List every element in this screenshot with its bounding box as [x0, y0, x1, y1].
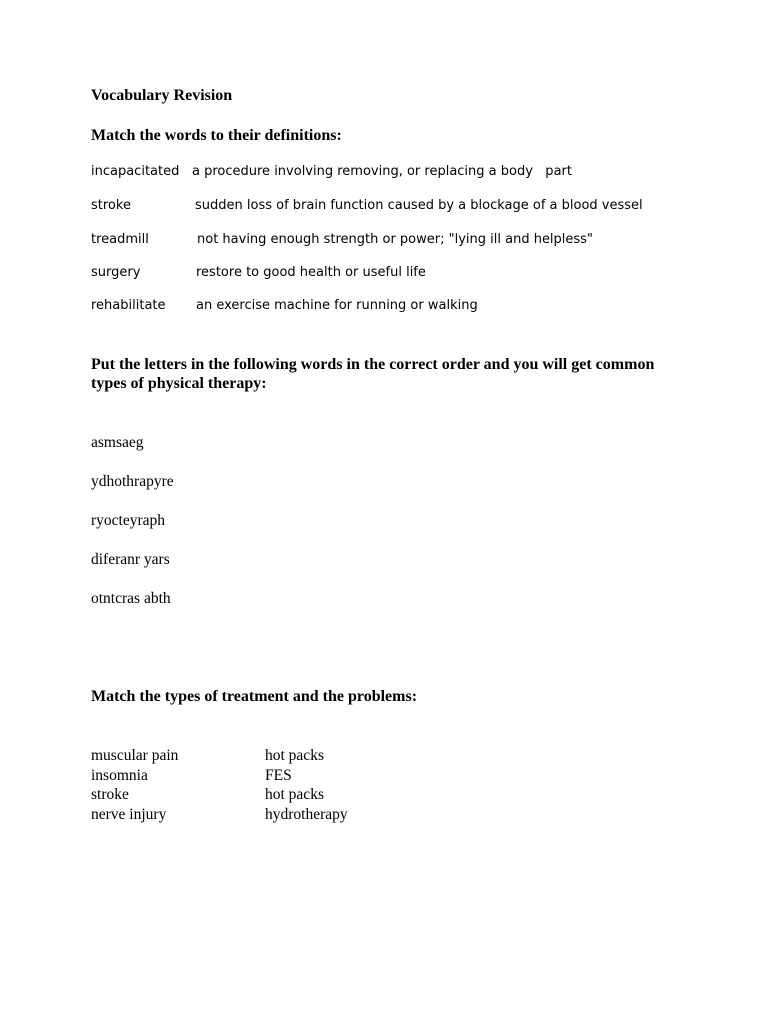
problem-label: stroke [91, 786, 129, 803]
problem-label: insomnia [91, 767, 148, 784]
vocab-definition: an exercise machine for running or walking [196, 298, 478, 313]
problem-label: nerve injury [91, 806, 167, 823]
scrambled-word: otntcras abth [91, 590, 171, 607]
section1-heading: Match the words to their definitions: [91, 127, 342, 144]
vocab-definition: restore to good health or useful life [196, 265, 426, 280]
scrambled-word: asmsaeg [91, 434, 144, 451]
document-title: Vocabulary Revision [91, 87, 233, 104]
vocab-definition: not having enough strength or power; "lying ill and helpless" [197, 232, 593, 247]
section3-heading: Match the types of treatment and the problems: [91, 688, 418, 705]
vocab-definition: a procedure involving removing, or replacing a body part [192, 164, 572, 179]
scrambled-word: ydhothrapyre [91, 473, 174, 490]
treatment-label: hot packs [265, 747, 324, 764]
treatment-label: hydrotherapy [265, 806, 348, 823]
vocab-word: surgery [91, 265, 141, 280]
vocab-word: treadmill [91, 232, 149, 247]
vocab-definition: sudden loss of brain function caused by a blockage of a blood vessel [195, 198, 643, 213]
vocab-word: rehabilitate [91, 298, 166, 313]
treatment-label: hot packs [265, 786, 324, 803]
problem-label: muscular pain [91, 747, 179, 764]
scrambled-word: diferanr yars [91, 551, 170, 568]
vocab-word: stroke [91, 198, 131, 213]
scrambled-word: ryocteyraph [91, 512, 166, 529]
vocab-word: incapacitated [91, 164, 180, 179]
section2-heading: Put the letters in the following words in the correct order and you will get common types of physical therapy: [91, 356, 655, 392]
treatment-label: FES [265, 767, 292, 784]
